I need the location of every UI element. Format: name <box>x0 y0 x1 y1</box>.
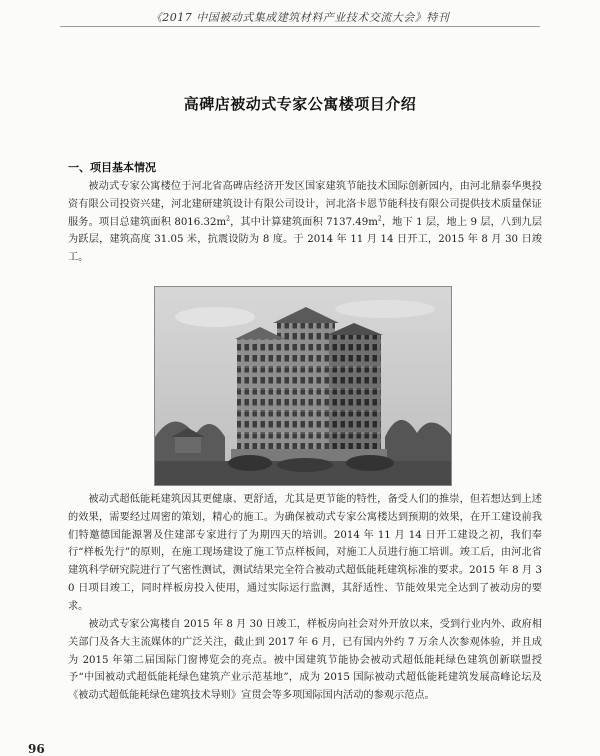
header-divider <box>60 26 540 27</box>
page-number: 96 <box>28 742 45 756</box>
article-title: 高碑店被动式专家公寓楼项目介绍 <box>183 95 417 113</box>
para1-text-a: 被动式专家公寓楼位于河北省高碑店经济开发区国家建筑节能技术国际创新园内，由河北鼎泰华奥投资有限公司投资兴建，河北建研建筑设计有限公司设计，河北洛卡恩节能科技有限公司提供技术质量保证服务。项目总建筑面积 8016.32m <box>68 181 542 228</box>
building-illustration <box>155 287 451 485</box>
paragraph-public-reception: 被动式专家公寓楼自 2015 年 8 月 30 日竣工，样板房向社会对外开放以来，受到行业内外、政府相关部门及各大主流媒体的广泛关注，截止到 2017 年 6 月，已有国内外约 7 万余人次参观体验，并且成为 2015 年第二届国际门窗博览会的亮点。被中国建筑节能协会被动式超低能耗绿色建筑创新联盟授予“中国被动式超低能耗绿色建筑产业示范基地”，成为 2015 国际被动式超低能耗建筑发展高峰论坛及《被动式超低能耗绿色建筑技术导则》宣贯会等多项国际国内活动的参观示范点。 <box>68 619 542 702</box>
paragraph-project-overview <box>68 178 542 267</box>
paragraph-construction-process: 被动式超低能耗建筑因其更健康、更舒适，尤其是更节能的特性，备受人们的推崇，但若想达到上述的效果，需要经过周密的策划，精心的施工。为确保被动式专家公寓楼达到预期的效果，在开工建设前我们特邀德国能源署及住建部专家进行了为期四天的培训。2014 年 11 月 14 日开工建设之初，我们奉行“样板先行”的原则，在施工现场建设了施工节点样板间，对施工人员进行施工培训。竣工后，由河北省建筑科学研究院进行了气密性测试，测试结果完全符合被动式超低能耗建筑标准的要求。2015 年 8 月 30 日项目竣工，同时样板房投入使用，通过实际运行监测，其舒适性、节能效果完全达到了被动房的要求。 <box>68 494 542 612</box>
building-photo <box>154 286 452 486</box>
section-heading: 一、项目基本情况 <box>68 161 156 174</box>
superscript-squared: 2 <box>226 215 230 223</box>
running-header: 《2017 中国被动式集成建筑材料产业技术交流大会》特刊 <box>150 11 450 24</box>
para1-text-c: ，地下 1 层，地上 9 层，八到九层为跃层，建筑高度 31.05 米，抗震设防为 8 度。于 2014 年 11 月 14 日开工，2015 年 8 月 30 日竣工。 <box>68 216 543 264</box>
para1-text-b: ，其中计算建筑面积 7137.49m <box>229 216 378 228</box>
superscript-squared: 2 <box>377 215 382 223</box>
